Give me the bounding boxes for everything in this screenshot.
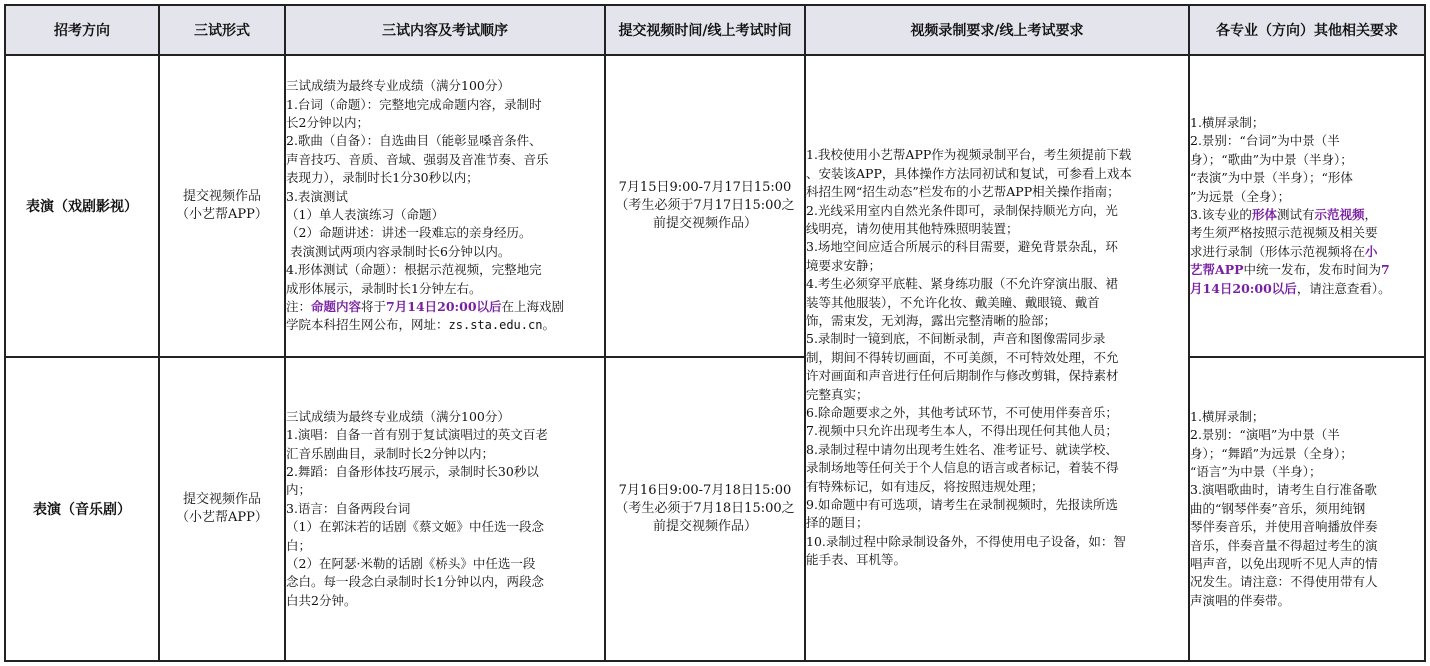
content-line: 内； [286,482,312,498]
requirement-line: 择的题目； [806,515,869,531]
other-text: 3.该专业的 [1190,207,1252,222]
time-line: 前提交视频作品） [652,216,757,231]
time-cell [605,55,805,357]
header-other: 各专业（方向）其他相关要求 [1189,5,1425,55]
time-line: （考生必须于7月17日15:00之 [615,198,795,213]
note-line [286,298,604,316]
other-requirements-cell [1189,55,1425,357]
form-line: 提交视频作品 [182,189,261,204]
content-line: （2）在阿瑟·米勒的话剧《桥头》中任选一段 [286,556,536,572]
other-highlight: 月14日20:00以后 [1190,280,1297,296]
requirement-line: 录制场地等任何关于个人信息的语言或者标记，着装不得 [806,460,1119,476]
content-line: 4.形体测试（命题）：根据示范视频，完整地完 [286,262,542,278]
requirement-line: 饰，需束发，无刘海，露出完整清晰的脸部； [806,312,1057,328]
content-cell [285,357,605,661]
requirement-line: 有特殊标记，如有违反，将按照违规处理； [806,478,1044,494]
content-line: 白； [286,537,312,553]
content-line: 3.表演测试 [286,188,348,204]
other-line: 况发生。请注意：不得使用带有人 [1190,574,1378,590]
other-highlight: 7 [1381,262,1390,278]
content-line: 2.舞蹈：自备形体技巧展示，录制时长30秒以 [286,463,539,479]
header-time: 提交视频时间/线上考试时间 [605,5,805,55]
requirement-line: 境要求安静； [806,257,882,273]
other-line: 身）；“舞蹈”为远景（全身）； [1190,445,1353,461]
note-text: 注： [286,299,312,315]
content-line: （1）单人表演练习（命题） [286,207,444,222]
other-requirements-cell [1189,357,1425,661]
header-content: 三试内容及考试顺序 [285,5,605,55]
other-highlight: 小 [1365,243,1378,259]
other-line [1190,280,1424,298]
other-line: 声演唱的伴奏带。 [1190,592,1291,608]
header-recording: 视频录制要求/线上考试要求 [805,5,1189,55]
content-line: 2.歌曲（自备）：自选曲目（能彰显嗓音条件、 [286,133,542,149]
other-line: 2.景别：“台词”为中景（半 [1190,133,1340,149]
content-line: （2）命题讲述：讲述一段难忘的亲身经历。 [286,225,532,241]
other-text: 求进行录制（形体示范视频将在 [1190,243,1366,259]
recording-requirements-cell [805,55,1189,661]
content-line: 表演测试两项内容录制时长6分钟以内。 [286,243,511,259]
other-highlight: 艺帮APP [1190,262,1244,278]
content-line: 念白。每一段念白录制时长1分钟以内，两段念 [286,574,544,590]
content-line: 声音技巧、音质、音域、强弱及音准节奏、音乐 [286,151,549,167]
requirement-line: 装等其他服装），不允许化妆、戴美瞳、戴眼镜、戴首 [806,294,1100,310]
other-line: 1.横屏录制； [1190,408,1265,424]
other-line: 身）；“歌曲”为中景（半身）； [1190,151,1353,167]
content-line: 1.演唱：自备一首有别于复试演唱过的英文百老 [286,427,548,443]
requirement-line: 9.如命题中有可选项，请考生在录制视频时，先报读所选 [806,497,1118,513]
other-line: 唱声音，以免出现听不见人声的情 [1190,556,1378,572]
admission-table [4,4,1426,662]
content-line: 汇音乐剧曲目，录制时长2分钟以内； [286,445,494,461]
other-line: 1.横屏录制； [1190,114,1265,130]
time-line: 7月15日9:00-7月17日15:00 [618,180,792,195]
other-highlight: 示范视频 [1314,207,1365,222]
note-line [286,316,604,334]
form-line: （小艺帮APP） [176,510,268,525]
form-line: （小艺帮APP） [176,207,268,222]
requirement-line: 10.录制过程中除录制设备外，不得使用电子设备，如：智 [806,533,1126,549]
other-line: “表演”为中景（半身）；“形体 [1190,170,1353,186]
requirement-line: 制，期间不得转切画面，不可美颜，不可特效处理，不允 [806,349,1119,365]
time-line: （考生必须于7月18日15:00之 [615,501,795,516]
header-form: 三试形式 [159,5,285,55]
note-text: 。 [542,317,555,333]
note-text: 在上海戏剧 [501,299,565,315]
content-line: 三试成绩为最终专业成绩（满分100分） [286,408,510,424]
other-highlight: 形体 [1251,207,1277,222]
table-row [5,357,1425,661]
content-cell [285,55,605,357]
time-line: 前提交视频作品） [652,519,757,534]
content-line: 三试成绩为最终专业成绩（满分100分） [286,78,510,94]
other-line: 琴伴奏音乐，并使用音响播放伴奏 [1190,519,1378,535]
requirement-line: 线明亮，请勿使用其他特殊照明装置； [806,220,1019,236]
requirement-line: 5.录制时一镜到底，不间断录制，声音和图像需同步录 [806,331,1106,347]
requirement-line: 许对画面和声音进行任何后期制作与修改剪辑，保持素材 [806,368,1119,384]
direction-cell: 表演（音乐剧） [5,357,159,661]
requirement-line: 8.录制过程中请勿出现考生姓名、准考证号、就读学校、 [806,441,1118,457]
requirement-line: 能手表、耳机等。 [806,552,907,568]
content-line: （1）在郭沫若的话剧《蔡文姬》中任选一段念 [286,519,544,535]
other-text: 中统一发布，发布时间为 [1243,262,1382,278]
note-highlight: 7月14日20:00以后 [386,299,502,315]
content-line: 白共2分钟。 [286,592,357,608]
form-line: 提交视频作品 [182,492,261,507]
content-line: 成形体展示，录制时长1分钟左右。 [286,280,482,296]
website-url: zs.sta.edu.cn [448,318,543,333]
header-row [5,5,1425,55]
other-line: 2.景别：“演唱”为中景（半 [1190,427,1340,443]
other-line: 考生须严格按照示范视频及相关要 [1190,225,1378,241]
requirement-line: 科招生网“招生动态”栏发布的小艺帮APP相关操作指南； [806,184,1120,200]
other-line [1190,243,1424,261]
other-line: 曲的“钢琴伴奏”音乐，须用纯钢 [1190,500,1366,516]
other-line: ”为远景（全身）； [1190,188,1291,204]
requirement-line: 4.考生必须穿平底鞋、紧身练功服（不允许穿演出服、裙 [806,276,1118,292]
requirement-line: 7.视频中只允许出现考生本人，不得出现任何其他人员； [806,423,1118,439]
other-line [1190,261,1424,279]
content-line: 3.语言：自备两段台词 [286,500,411,516]
other-line [1190,206,1424,224]
other-text: ， [1364,207,1377,222]
requirement-line: 、安装该APP，具体操作方法同初试和复试，可参看上戏本 [806,165,1132,181]
form-cell [159,55,285,357]
form-cell [159,357,285,661]
requirement-line: 1.我校使用小艺帮APP作为视频录制平台，考生须提前下载 [806,147,1132,163]
table-row [5,55,1425,357]
content-line: 长2分钟以内； [286,114,369,130]
requirement-line: 完整真实； [806,386,869,402]
content-line: 1.台词（命题）：完整地完成命题内容，录制时 [286,96,542,112]
other-line: “语言”为中景（半身）； [1190,463,1322,479]
other-line: 音乐，伴奏音量不得超过考生的演 [1190,537,1378,553]
requirement-line: 2.光线采用室内自然光条件即可，录制保持顺光方向，光 [806,202,1118,218]
content-line: 表现力），录制时长1分30秒以内； [286,170,479,186]
requirement-line: 6.除命题要求之外，其他考试环节，不可使用伴奏音乐； [806,405,1118,421]
direction-cell: 表演（戏剧影视） [5,55,159,357]
time-cell [605,357,805,661]
note-highlight: 命题内容 [311,299,362,315]
other-text: 测试有 [1276,207,1315,222]
header-direction: 招考方向 [5,5,159,55]
other-text: ，请注意查看）。 [1296,280,1391,296]
other-line: 3.演唱歌曲时，请考生自行准备歌 [1190,482,1377,498]
time-line: 7月16日9:00-7月18日15:00 [618,483,792,498]
note-text: 学院本科招生网公布，网址： [286,317,449,333]
note-text: 将于 [361,299,387,315]
requirement-line: 3.场地空间应适合所展示的科目需要，避免背景杂乱，环 [806,239,1118,255]
